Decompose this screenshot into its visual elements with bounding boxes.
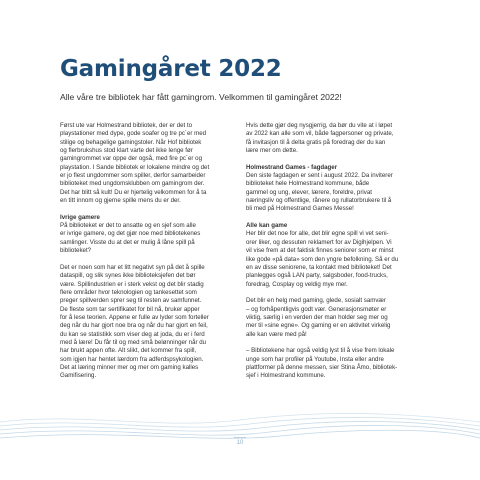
left-column (60, 122, 234, 389)
page-subtitle: Alle våre tre bibliotek har fått gamingrom. Velkommen til gamingåret 2022! (60, 92, 342, 102)
page-number: 10 (236, 440, 244, 446)
paragraph-text: På biblioteket er det to ansatte og en sjef som alle er ivrige gamere, og det gjør noe med bibliotekenes samlinger. Visste du at det er mulig å låne spill på biblioteket? (60, 222, 201, 255)
paragraph (246, 222, 420, 289)
paragraph (246, 164, 420, 214)
paragraph: Det er noen som har et litt negativt syn på det å spille dataspill, og slik synes ikke biblioteksjefen det bør være. Spillindustrien er i sterk vekst og det blir stadig flere områder hvor teknologien og tankesettet som preger spillverden sprer seg til resten av samfunnet. De fleste som tar sertifikatet for bil nå, bruker apper for å lese teorien. Appene er fulle av lyder som forteller deg når du har gjort noe bra og når du har gjort en feil, du kan se statistikk som viser deg at joda, du er i ferd med å lære! Du får til og med små belønninger når du har brukt appen ofte. Alt slikt, det kommer fra spill, som igjen har hentet lærdom fra adferdspsykologien. Det at læring minner mer og mer om gaming kalles Gamifisering. (60, 263, 209, 380)
section-heading: Ivrige gamere (60, 213, 100, 221)
section-heading: Holmestrand Games - fagdager (246, 163, 338, 171)
page-number-rule (234, 437, 246, 438)
paragraph-text: Den siste fagdagen er sent i august 2022. Da inviterer biblioteket hele Holmestrand kommune, både gammel og ung, elever, lærere, foreldre, privat næringsliv og offentlige, rånere og rullatorbrukere til å bli med på Holmestrand Games Messe! (246, 172, 393, 213)
paragraph: – Bibliotekene har også veldig lyst til å vise frem lokale unge som har profiler på Youtube, Insta eller andre plattformer på denne messen, sier Stina Åmo, bibliotek- sjef i Holmestrand kommune. (246, 347, 398, 380)
right-column (246, 122, 420, 389)
page-title: Gamingåret 2022 (60, 56, 282, 82)
paragraph: Hvis dette gjør deg nysgjerrig, da bør du vite at i løpet av 2022 kan alle som vil, både fagpersoner og private, få invitasjon til å delta gratis på foredrag der du kan lære mer om dette. (246, 122, 394, 155)
paragraph (60, 214, 234, 256)
paragraph: Først ute var Holmestrand bibliotek, der er det to playstationer med dype, gode soafer og tre pc´er med stilige og behagelige gamingstoler. Når Hof bibliotek og flerbrukshus stod klart varte det ikke lenge før gamingrommet var oppe der også, med fire pc´er og playstation. I Sande bibliotek er lokalene mindre og det er jo flest ungdommer som spiller, derfor samarbeider biblioteket med ungdomsklubben om gamingrom der. Det har blitt så kult! Du er hjertelig velkommen for å ta en titt innom og gjerne spille mens du er der. (60, 122, 210, 205)
section-heading: Alle kan game (246, 222, 288, 230)
paragraph: Det blir en helg med gaming, glede, sosialt samvær – og forhåpentligvis godt vær. Generasjonsmøter er viktig, særlig i en verden der man holder seg mer og mer til «sine egne». Og gaming er en aktivitet virkelig alle kan være med på! (246, 297, 391, 338)
paragraph-text: Her blir det noe for alle, det blir egne spill vi vet seni- orer liker, og dessuten reklamert for av Digihjelpen. Vi vil vise frem at det faktisk finnes seniorer som er minst like gode «på data» som den yngre befolkning. Så er du en av disse seniorene, ta kontakt med biblioteket! Det planlegges også LAN party, salgsboder, food-trucks, foredrag, Cosplay og veldig mye mer. (246, 230, 399, 288)
